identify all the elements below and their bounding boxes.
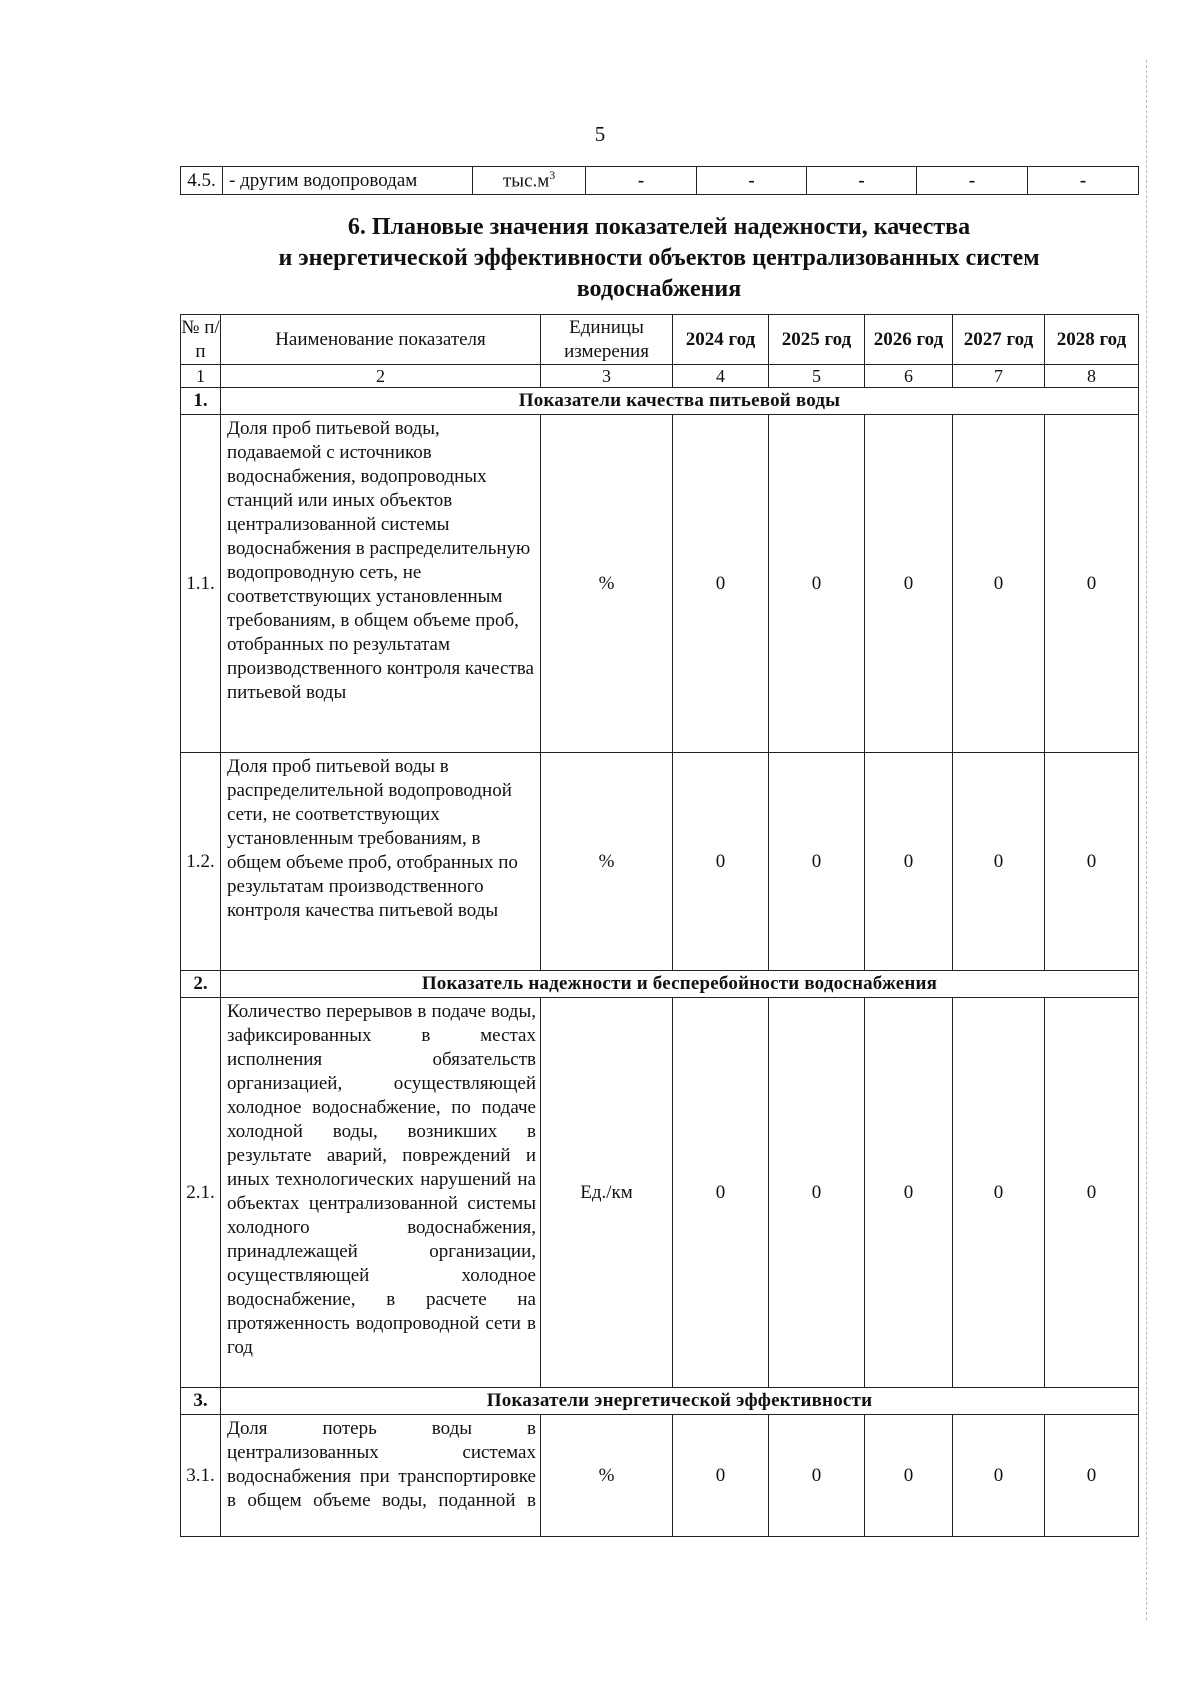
- indicator-name: Доля проб питьевой воды, подаваемой с источников водоснабжения, водопроводных станций или иных объектов централизованной системы водоснабжения в распределительную водопроводную сеть, не соответствующих установленным требованиям, в общем объеме проб, отобранных по результатам производственного контроля качества питьевой воды: [221, 415, 541, 753]
- section-heading: [180, 212, 1138, 305]
- column-number: 4: [673, 365, 769, 388]
- value-cell: 0: [953, 753, 1045, 971]
- table-row: [181, 998, 1139, 1388]
- header-name: Наименование показателя: [221, 315, 541, 365]
- row-number: 2.1.: [181, 998, 221, 1388]
- value-cell: 0: [673, 753, 769, 971]
- indicator-name: - другим водопроводам: [223, 167, 473, 195]
- value-cell: 0: [769, 415, 865, 753]
- section-row: [181, 971, 1139, 998]
- section-row: [181, 1388, 1139, 1415]
- value-cell: 0: [1045, 998, 1139, 1388]
- row-number: 1.1.: [181, 415, 221, 753]
- heading-line: 6. Плановые значения показателей надежности, качества: [347, 214, 971, 240]
- value-cell: 0: [769, 753, 865, 971]
- column-numbers-row: [181, 365, 1139, 388]
- indicators-table: [180, 314, 1139, 1537]
- table-row: [181, 1415, 1139, 1537]
- value-cell: -: [697, 167, 807, 195]
- value-cell: -: [807, 167, 917, 195]
- column-number: 2: [221, 365, 541, 388]
- unit-cell: %: [541, 753, 673, 971]
- value-cell: -: [917, 167, 1028, 195]
- value-cell: 0: [1045, 415, 1139, 753]
- header-year: 2024 год: [673, 315, 769, 365]
- unit-superscript: 3: [549, 168, 556, 183]
- value-cell: -: [586, 167, 697, 195]
- heading-line: водоснабжения: [576, 276, 742, 302]
- table-row: [181, 415, 1139, 753]
- column-number: 8: [1045, 365, 1139, 388]
- section-number: 1.: [181, 388, 221, 415]
- row-number: 4.5.: [181, 167, 223, 195]
- indicator-name: Доля проб питьевой воды в распределительной водопроводной сети, не соответствующих установленным требованиям, в общем объеме проб, отобранных по результатам производственного контроля качества питьевой воды: [221, 753, 541, 971]
- page-number: 5: [594, 122, 606, 146]
- section-title: Показатели энергетической эффективности: [221, 1388, 1139, 1415]
- section-number: 2.: [181, 971, 221, 998]
- indicator-name: Доля потерь воды в централизованных системах водоснабжения при транспортировке в общем объеме воды, поданной в: [221, 1415, 541, 1537]
- value-cell: 0: [673, 415, 769, 753]
- value-cell: 0: [673, 998, 769, 1388]
- page-edge-mark: [1146, 60, 1148, 1620]
- value-cell: 0: [865, 753, 953, 971]
- value-cell: 0: [1045, 753, 1139, 971]
- unit-cell: [473, 167, 586, 195]
- previous-table-tail: [180, 166, 1139, 195]
- value-cell: 0: [865, 415, 953, 753]
- section-title: Показатели качества питьевой воды: [221, 388, 1139, 415]
- value-cell: 0: [769, 998, 865, 1388]
- section-title: Показатель надежности и бесперебойности водоснабжения: [221, 971, 1139, 998]
- value-cell: 0: [1045, 1415, 1139, 1537]
- header-year: 2027 год: [953, 315, 1045, 365]
- header-num: № п/п: [181, 315, 221, 365]
- unit-cell: %: [541, 1415, 673, 1537]
- value-cell: 0: [953, 998, 1045, 1388]
- column-number: 3: [541, 365, 673, 388]
- table-row: [181, 753, 1139, 971]
- value-cell: 0: [769, 1415, 865, 1537]
- unit-cell: %: [541, 415, 673, 753]
- unit-base: тыс.м: [503, 170, 550, 192]
- column-number: 1: [181, 365, 221, 388]
- value-cell: 0: [865, 1415, 953, 1537]
- indicator-name: Количество перерывов в подаче воды, зафиксированных в местах исполнения обязательств организацией, осуществляющей холодное водоснабжение, по подаче холодной воды, возникших в результате аварий, повреждений и иных технологических нарушений на объектах централизованной системы холодного водоснабжения, принадлежащей организации, осуществляющей холодное водоснабжение, в расчете на протяженность водопроводной сети в год: [221, 998, 541, 1388]
- section-row: [181, 388, 1139, 415]
- section-number: 3.: [181, 1388, 221, 1415]
- header-year: 2028 год: [1045, 315, 1139, 365]
- unit-cell: Ед./км: [541, 998, 673, 1388]
- table-header-row: [181, 315, 1139, 365]
- row-number: 3.1.: [181, 1415, 221, 1537]
- heading-line: и энергетической эффективности объектов централизованных систем: [278, 245, 1040, 271]
- header-year: 2026 год: [865, 315, 953, 365]
- header-unit: Единицы измерения: [541, 315, 673, 365]
- column-number: 7: [953, 365, 1045, 388]
- row-number: 1.2.: [181, 753, 221, 971]
- table-row: [181, 167, 1139, 195]
- header-year: 2025 год: [769, 315, 865, 365]
- value-cell: 0: [953, 415, 1045, 753]
- column-number: 6: [865, 365, 953, 388]
- value-cell: 0: [673, 1415, 769, 1537]
- column-number: 5: [769, 365, 865, 388]
- value-cell: -: [1028, 167, 1139, 195]
- value-cell: 0: [865, 998, 953, 1388]
- value-cell: 0: [953, 1415, 1045, 1537]
